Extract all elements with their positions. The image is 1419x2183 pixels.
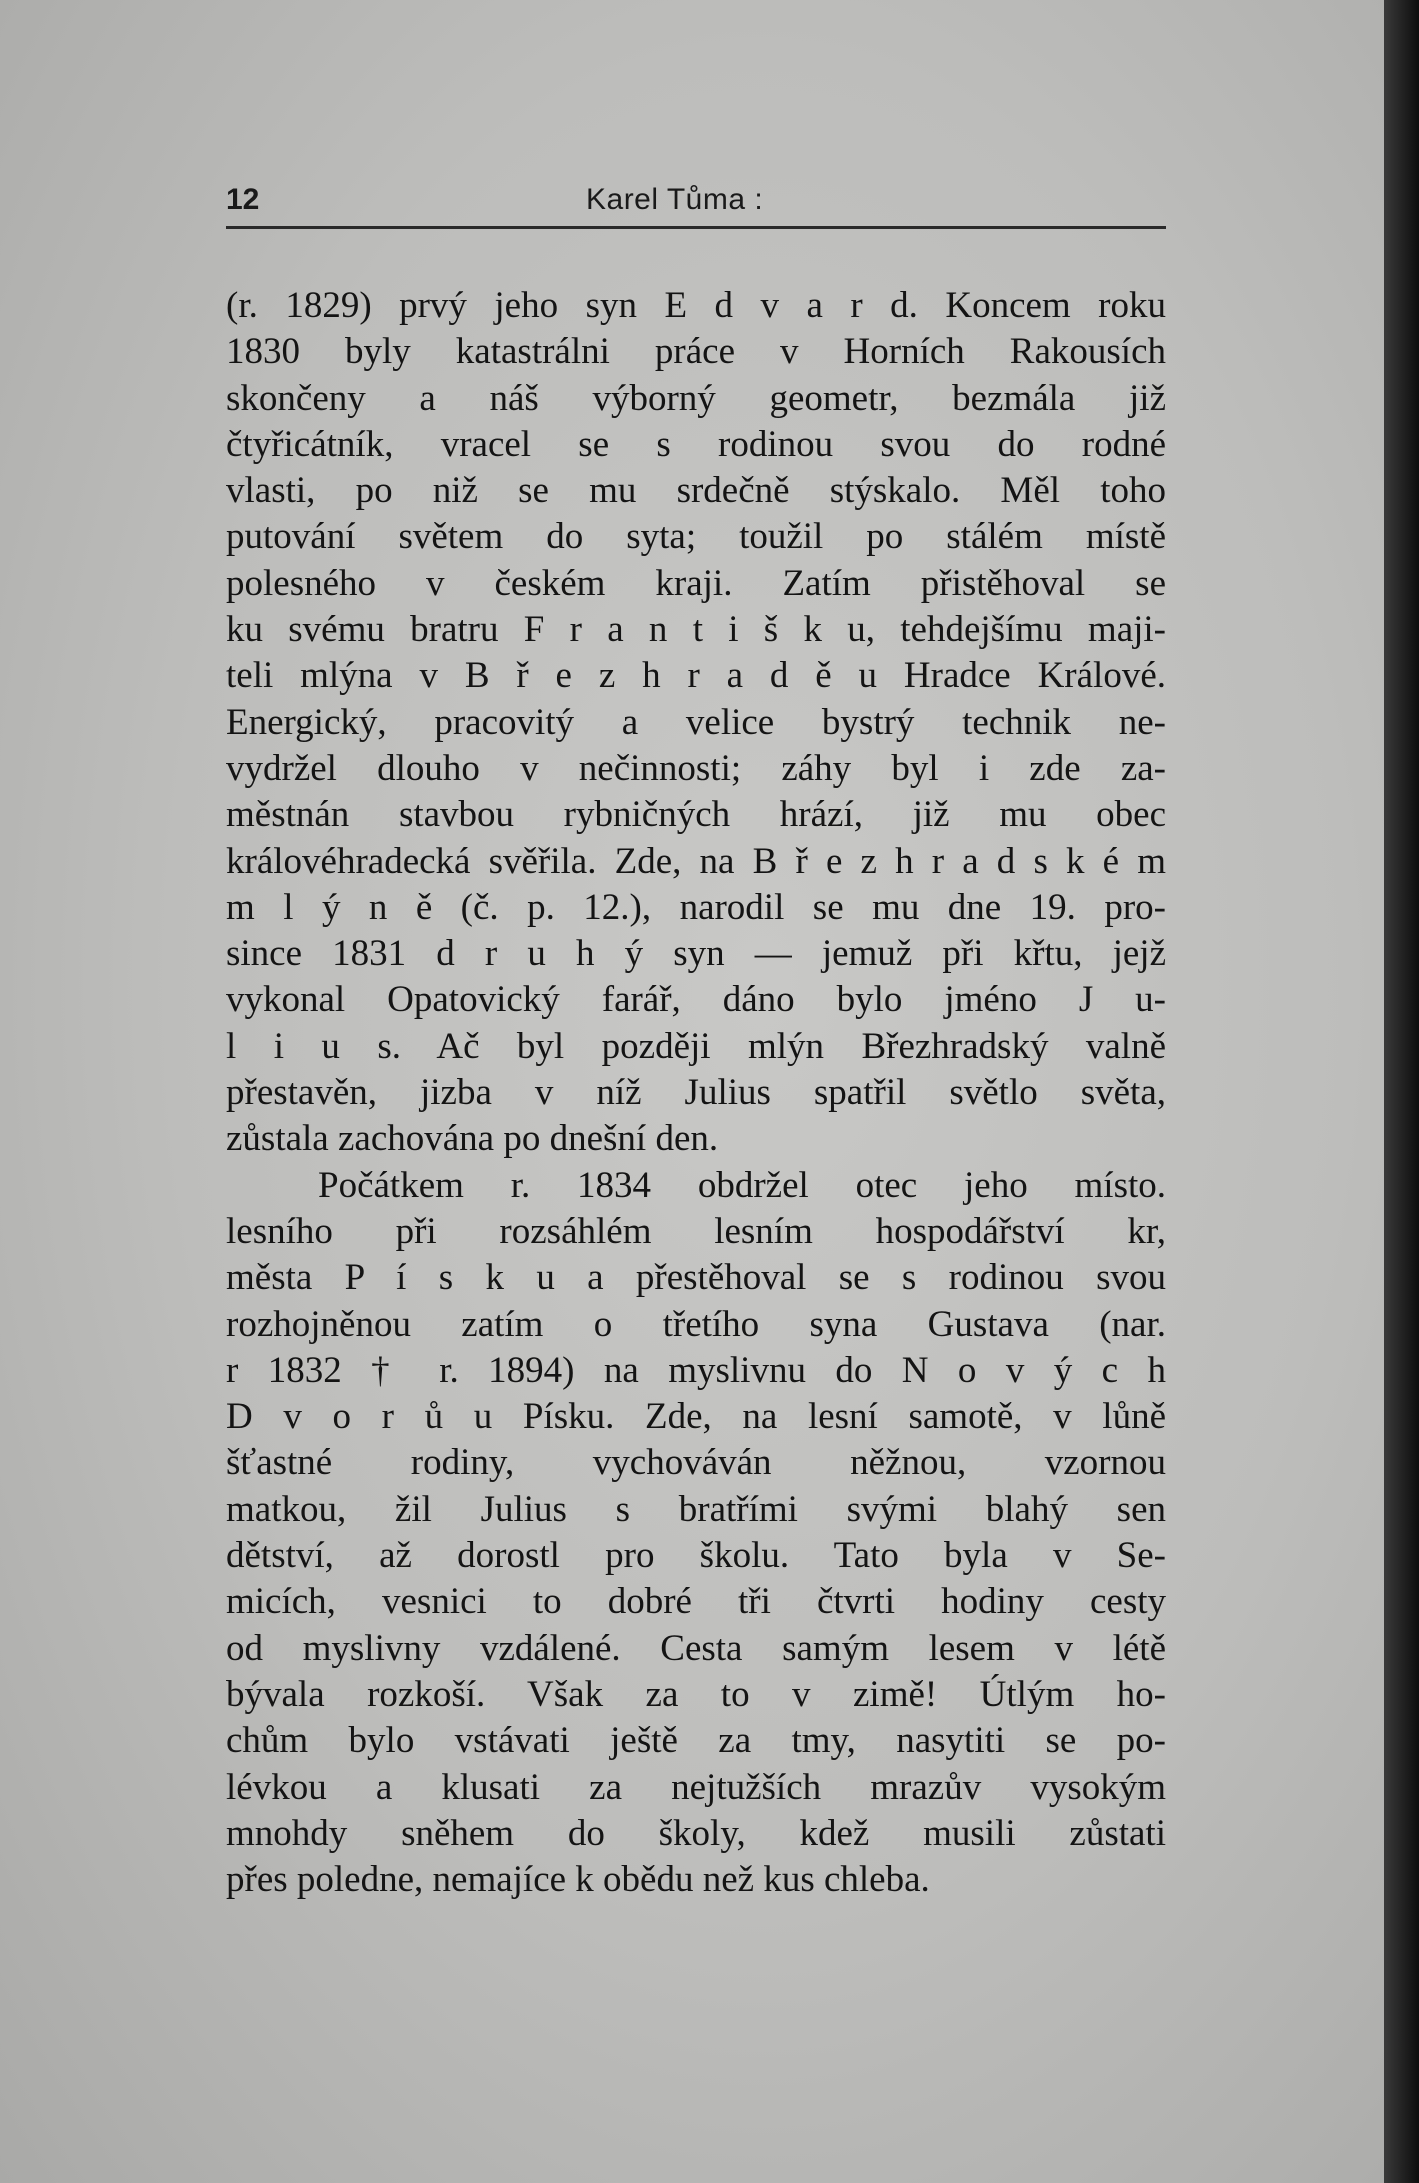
text-line: r 1832 † r. 1894) na myslivnu do N o v ý c h: [226, 1349, 1166, 1391]
scan-edge: [1384, 0, 1419, 2183]
text-line: chům bylo vstávati ještě za tmy, nasytiti se po-: [226, 1720, 1166, 1762]
text-line: Energický, pracovitý a velice bystrý technik ne-: [226, 701, 1166, 743]
text-line: dětství, až dorostl pro školu. Tato byla v Se-: [226, 1535, 1166, 1577]
text-line: polesného v českém kraji. Zatím přistěhoval se: [226, 562, 1166, 604]
text-line: D v o r ů u Písku. Zde, na lesní samotě, v lůně: [226, 1396, 1166, 1438]
text-line: přes poledne, nemajíce k obědu než kus chleba.: [226, 1859, 930, 1901]
body-text: [226, 283, 1166, 1903]
text-line: přestavěn, jizba v níž Julius spatřil světlo světa,: [226, 1072, 1166, 1114]
text-line: Počátkem r. 1834 obdržel otec jeho místo.: [318, 1164, 1166, 1206]
text-line: since 1831 d r u h ý syn — jemuž při křtu, jejž: [226, 933, 1166, 975]
text-line: l i u s. Ač byl později mlýn Březhradský valně: [226, 1025, 1166, 1067]
text-line: zůstala zachována po dnešní den.: [226, 1118, 719, 1160]
text-line: městnán stavbou rybničných hrází, již mu obec: [226, 794, 1166, 836]
text-line: matkou, žil Julius s bratřími svými blahý sen: [226, 1488, 1166, 1530]
text-line: lévkou a klusati za nejtužších mrazův vysokým: [226, 1766, 1166, 1808]
text-line: mnohdy sněhem do školy, kdež musili zůstati: [226, 1812, 1166, 1854]
text-line: m l ý n ě (č. p. 12.), narodil se mu dne 19. pro-: [226, 886, 1166, 928]
text-line: vlasti, po niž se mu srdečně stýskalo. Měl toho: [226, 470, 1166, 512]
text-line: lesního při rozsáhlém lesním hospodářství kr,: [226, 1210, 1166, 1252]
text-line: šťastné rodiny, vychováván něžnou, vzornou: [226, 1442, 1166, 1484]
text-line: 1830 byly katastrálni práce v Horních Rakousích: [226, 331, 1166, 373]
text-line: královéhradecká svěřila. Zde, na B ř e z h r a d s k é m: [226, 840, 1166, 882]
text-line: města P í s k u a přestěhoval se s rodinou svou: [226, 1257, 1166, 1299]
text-line: čtyřicátník, vracel se s rodinou svou do rodné: [226, 423, 1166, 465]
text-line: vykonal Opatovický farář, dáno bylo jméno J u-: [226, 979, 1166, 1021]
page-header: [226, 180, 1166, 229]
text-line: skončeny a náš výborný geometr, bezmála již: [226, 377, 1166, 419]
text-line: rozhojněnou zatím o třetího syna Gustava (nar.: [226, 1303, 1166, 1345]
text-line: ku svému bratru F r a n t i š k u, tehdejšímu maji-: [226, 609, 1166, 651]
text-line: micích, vesnici to dobré tři čtvrti hodiny cesty: [226, 1581, 1166, 1623]
text-line: od myslivny vzdálené. Cesta samým lesem v létě: [226, 1627, 1166, 1669]
text-line: vydržel dlouho v nečinnosti; záhy byl i zde za-: [226, 747, 1166, 789]
text-line: teli mlýna v B ř e z h r a d ě u Hradce Králové.: [226, 655, 1166, 697]
text-line: (r. 1829) prvý jeho syn E d v a r d. Koncem roku: [226, 285, 1166, 326]
running-head: Karel Tůma :: [586, 183, 764, 216]
page-number: 12: [226, 183, 260, 216]
text-line: putování světem do syta; toužil po stálém místě: [226, 516, 1166, 558]
text-line: bývala rozkoší. Však za to v zimě! Útlým ho-: [226, 1673, 1166, 1715]
